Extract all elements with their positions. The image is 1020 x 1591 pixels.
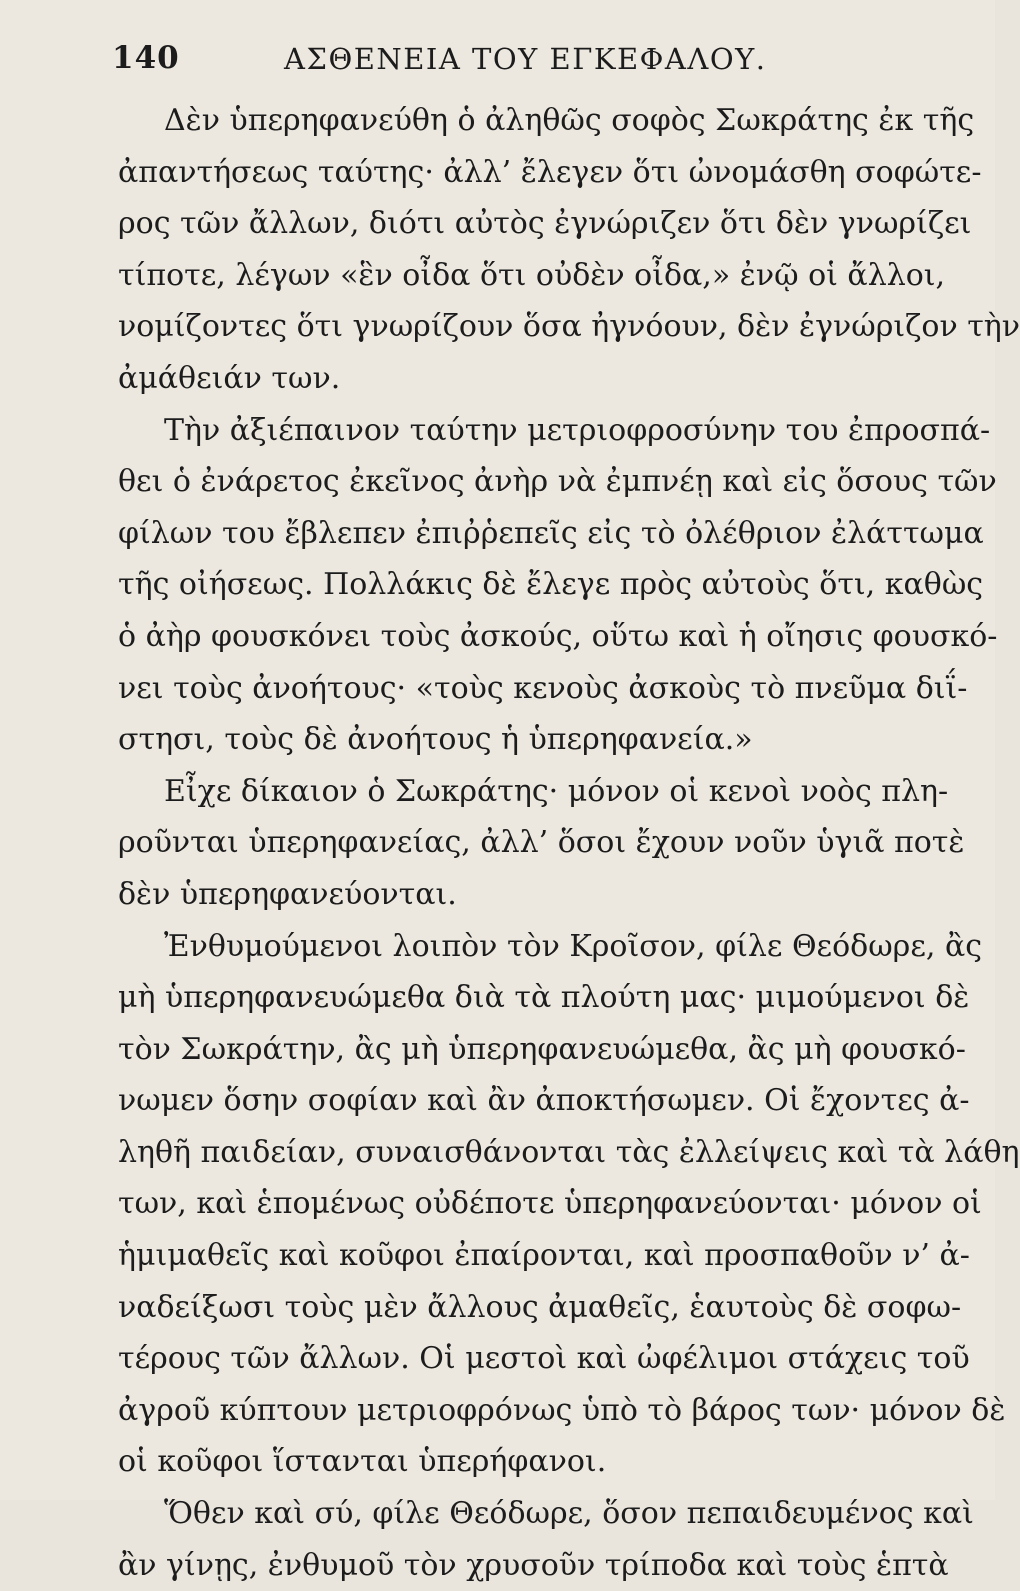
text-line: τίποτε, λέγων «ἓν οἶδα ὅτι οὐδὲν οἶδα,» ἐνῷ οἱ ἄλλοι,: [118, 257, 946, 293]
text-line: φίλων του ἔβλεπεν ἐπιῤῥεπεῖς εἰς τὸ ὀλέθριον ἐλάττωμα: [118, 515, 984, 551]
text-line: μὴ ὑπερηφανευώμεθα διὰ τὰ πλούτη μας· μιμούμενοι δὲ: [118, 980, 970, 1016]
text-line: ἀπαντήσεως ταύτης· ἀλλ’ ἔλεγεν ὅτι ὠνομάσθη σοφώτε-: [118, 154, 982, 190]
text-line: δὲν ὑπερηφανεύονται.: [118, 876, 457, 912]
text-line: οἱ κοῦφοι ἵστανται ὑπερήφανοι.: [118, 1444, 607, 1480]
text-line: Τὴν ἀξιέπαινον ταύτην μετριοφροσύνην του ἐπροσπά-: [164, 412, 991, 448]
text-line: ρος τῶν ἄλλων, διότι αὐτὸς ἐγνώριζεν ὅτι δὲν γνωρίζει: [118, 206, 972, 242]
text-line: ὁ ἀὴρ φουσκόνει τοὺς ἀσκούς, οὕτω καὶ ἡ οἴησις φουσκό-: [118, 618, 998, 654]
body-text: [118, 95, 1020, 1591]
text-line: τῆς οἰήσεως. Πολλάκις δὲ ἔλεγε πρὸς αὐτοὺς ὅτι, καθὼς: [118, 567, 984, 603]
text-line: τέρους τῶν ἄλλων. Οἱ μεστοὶ καὶ ὠφέλιμοι στάχεις τοῦ: [118, 1341, 970, 1377]
text-line: Εἶχε δίκαιον ὁ Σωκράτης· μόνον οἱ κενοὶ νοὸς πλη-: [164, 773, 949, 809]
page-header: [112, 40, 912, 90]
text-line: ἀμάθειάν των.: [118, 360, 341, 396]
text-line: ναδείξωσι τοὺς μὲν ἄλλους ἀμαθεῖς, ἑαυτοὺς δὲ σοφω-: [118, 1289, 962, 1325]
text-line: νει τοὺς ἀνοήτους· «τοὺς κενοὺς ἀσκοὺς τὸ πνεῦμα διΐ-: [118, 670, 968, 706]
text-line: ἂν γίνῃς, ἐνθυμοῦ τὸν χρυσοῦν τρίποδα καὶ τοὺς ἑπτὰ: [118, 1547, 949, 1583]
text-line: ἀγροῦ κύπτουν μετριοφρόνως ὑπὸ τὸ βάρος των· μόνον δὲ: [118, 1392, 1006, 1428]
text-line: Δὲν ὑπερηφανεύθη ὁ ἀληθῶς σοφὸς Σωκράτης ἐκ τῆς: [164, 103, 975, 138]
text-line: νωμεν ὅσην σοφίαν καὶ ἂν ἀποκτήσωμεν. Οἱ ἔχοντες ἀ-: [118, 1083, 970, 1119]
text-line: ἡμιμαθεῖς καὶ κοῦφοι ἐπαίρονται, καὶ προσπαθοῦν ν’ ἀ-: [118, 1238, 970, 1274]
text-line: θει ὁ ἐνάρετος ἐκεῖνος ἀνὴρ νὰ ἐμπνέῃ καὶ εἰς ὅσους τῶν: [118, 464, 997, 500]
text-line: των, καὶ ἑπομένως οὐδέποτε ὑπερηφανεύονται· μόνον οἱ: [118, 1186, 982, 1222]
text-line: νομίζοντες ὅτι γνωρίζουν ὅσα ἠγνόουν, δὲν ἐγνώριζον τὴν: [118, 309, 1020, 345]
page-number: 140: [112, 40, 180, 76]
text-line: τὸν Σωκράτην, ἂς μὴ ὑπερηφανευώμεθα, ἂς μὴ φουσκό-: [118, 1031, 966, 1067]
text-line: ληθῆ παιδείαν, συναισθάνονται τὰς ἐλλείψεις καὶ τὰ λάθη: [118, 1134, 1020, 1170]
text-line: Ὅθεν καὶ σύ, φίλε Θεόδωρε, ὅσον πεπαιδευμένος καὶ: [164, 1496, 974, 1532]
text-line: Ἐνθυμούμενοι λοιπὸν τὸν Κροῖσον, φίλε Θεόδωρε, ἂς: [164, 928, 982, 964]
running-head: ΑΣΘΕΝΕΙΑ ΤΟΥ ΕΓΚΕΦΑΛΟΥ.: [284, 42, 767, 76]
text-line: ροῦνται ὑπερηφανείας, ἀλλ’ ὅσοι ἔχουν νοῦν ὑγιᾶ ποτὲ: [118, 825, 965, 861]
text-line: στησι, τοὺς δὲ ἀνοήτους ἡ ὑπερηφανεία.»: [118, 722, 753, 758]
